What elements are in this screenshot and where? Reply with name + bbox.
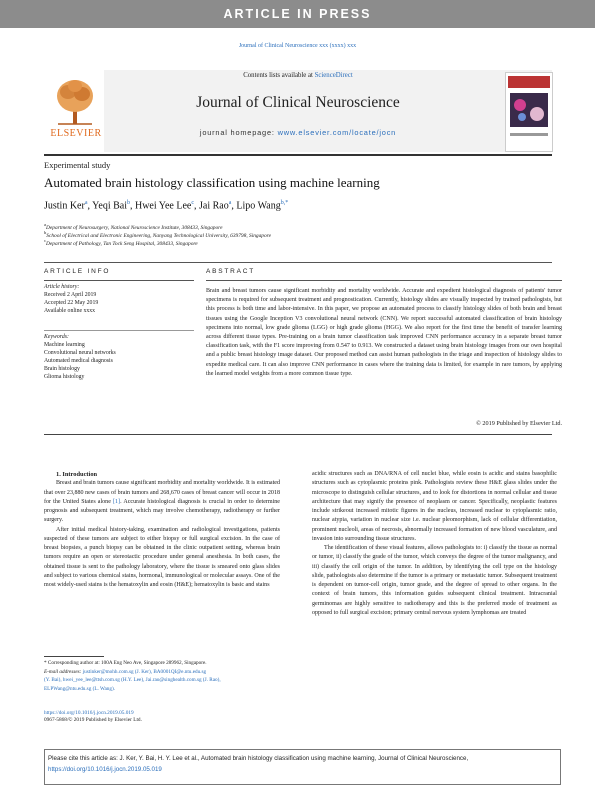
history-label: Article history: [44, 284, 80, 290]
article-info-divider [44, 280, 194, 281]
abstract-divider [206, 280, 562, 281]
homepage-prefix: journal homepage: [199, 128, 278, 137]
article-type: Experimental study [44, 160, 111, 170]
email-links[interactable]: justinker@mohh.com.sg (J. Ker), BA0001QI@e.ntu.edu.sg [82, 668, 207, 675]
cover-footer-bar [510, 133, 548, 136]
contents-line [104, 72, 492, 79]
author-name[interactable]: Lipo Wang [236, 200, 281, 212]
body-paragraph: The identification of these visual features, allows pathologists to: i) classify the tissue as normal or tumor, ii) classify the grade of the tumor, which conveys the degree of the tumor malignancy, and iii) classify the cell origin of the tumor. In addition, by identifying the cell type on the histology slide, pathologists also determine if the tumor is a primary or metastatic tumor. Subsequent treatment is dependent on tumor-cell origin, tumor grade, and the degree of spread to other organs. In the context of brain tumors, this information guides subsequent clinical treatment. Intracranial germinomas are highly sensitive to radiotherapy and this is the preferred mode of treatment as opposed to full surgical excision; primary central nervous system lymphomas are treated [312, 545, 557, 616]
abstract-heading: ABSTRACT [206, 268, 256, 275]
journal-cover-thumbnail[interactable] [505, 72, 553, 152]
doi-block [44, 710, 142, 724]
footnote-divider [44, 656, 104, 657]
author-affiliation-marker[interactable]: b [126, 200, 130, 206]
copyright-notice: © 2019 Published by Elsevier Ltd. [476, 420, 562, 427]
keywords-label: Keywords: [44, 334, 69, 340]
sciencedirect-link[interactable]: ScienceDirect [314, 72, 353, 79]
journal-title: Journal of Clinical Neuroscience [196, 94, 400, 111]
keyword-item: Glioma histology [44, 374, 85, 380]
history-accepted: Accepted 22 May 2019 [44, 300, 99, 306]
keyword-item: Automated medical diagnosis [44, 358, 113, 364]
corresponding-author-note: * Corresponding author at: 100A Eng Neo Ave, Singapore 289962, Singapore. [44, 660, 207, 666]
email-addresses-line: E-mail addresses: justinker@mohh.com.sg (J. Ker), BA0001QI@e.ntu.edu.sg [44, 668, 207, 675]
footnotes [44, 659, 280, 693]
affiliation: $^a$Department of Neurosurgery, National Neuroscience Institute, 308433, Singapore [44, 222, 223, 231]
body-paragraph: Breast and brain tumors cause significant morbidity and mortality worldwide. It is estimated that over 23,880 new cases of brain tumors and 268,670 cases of breast cancer will occur in 2018 for the United States alone [1]. Accurate histological diagnosis is crucial in order to determine prognosis and subsequent treatment, which may involve chemotherapy, radiotherapy or further surgery. [44, 480, 280, 524]
abstract-text: Brain and breast tumors cause significant morbidity and mortality worldwide. Accurate and expedient histological diagnosis of patients' tumor specimens is required for subsequent treatment and prognostication. Currently, histology slides are visually inspected by trained pathologists, but this process is both time and labor-intensive. In this paper, we propose an automated process to classify histology slides of both brain and breast tissues using the Google Inception V3 convolutional neural network (CNN). We report successful automated classification of brain histology specimens into normal, low grade glioma (LGG) or high grade glioma (HGG). We also report for the first time the benefit of transfer learning across different tissue types. Pre-training on a brain tumor classification task improved CNN performance accuracy in a separate breast tumor classification task, with the F1 score improving from 0.547 to 0.913. We constructed a dataset using brain histology images from our own hospital and a public breast histology image dataset. Our proposed method can assist human pathologists in the triage and inspection of histology slides to expedite medical care. It can also improve CNN performance in cases where the training data is limited, for example in rare tumors, by applying the learned model weights from a more common tissue type. [206, 288, 562, 377]
citation-doi-link[interactable]: https://doi.org/10.1016/j.jocn.2019.05.019 [48, 765, 162, 773]
body-paragraph: acidic structures such as DNA/RNA of cell nuclei blue, while eosin is acidic and stains basophilic structures such as cytoplasmic proteins pink. Pathologists review these H&E glass slides under the microscope to distinguish cellular structures, and to look for distortions in normal cellular and tissue architecture that may signify the presence of neoplasm or cancer. Specifically, neoplastic features include strikeout increased mitotic figures in the nucleus, increased nuclear to cytoplasmic ratio, nuclear atypia, variation in nuclear size i.e. nuclear pleomorphism, lack of cellular differentiation, prominent nucleoli, areas of necrosis, abnormally increased formation of new blood vasculature, and invasion into surrounding tissue structures. [312, 471, 557, 542]
doi-link[interactable]: https://doi.org/10.1016/j.jocn.2019.05.019 [44, 710, 134, 716]
citation-text: Please cite this article as: J. Ker, Y. Bai, H. Y. Lee et al., Automated brain histology classification using machine learning, Journal of Clinical Neuroscience, https://doi.org/10.1016/j.jocn.2019.05.019 [48, 755, 469, 773]
author-name[interactable]: Justin Ker [44, 200, 85, 212]
header-divider [44, 154, 552, 156]
affiliation: $^b$School of Electrical and Electronic Engineering, Nanyang Technological University, 639798, Singapore [44, 230, 271, 239]
email-links[interactable]: (Y. Bai), hwei_yee_lee@ttsh.com.sg (H.Y. Lee), Jai.rao@singhealth.com.sg (J. Rao), [44, 677, 221, 683]
article-in-press-banner: ARTICLE IN PRESS [0, 0, 595, 28]
keyword-item: Machine learning [44, 342, 85, 348]
affiliation-divider [44, 262, 552, 263]
cover-masthead [508, 76, 550, 88]
citation-link[interactable]: [1] [113, 498, 121, 505]
keyword-item: Convolutional neural networks [44, 350, 116, 356]
article-info-heading: ARTICLE INFO [44, 268, 111, 275]
elsevier-logo[interactable] [44, 70, 104, 152]
affiliation: $^c$Department of Pathology, Tan Tock Seng Hospital, 308433, Singapore [44, 238, 198, 247]
author-affiliation-marker[interactable]: c [191, 200, 195, 206]
body-right-column [312, 470, 557, 618]
history-online: Available online xxxx [44, 308, 96, 314]
elsevier-tree-icon [54, 76, 96, 126]
email-links[interactable]: ELPWang@ntu.edu.sg (L. Wang). [44, 685, 115, 692]
author-name[interactable]: Yeqi Bai [92, 200, 127, 212]
body-left-column [44, 470, 280, 590]
keyword-item: Brain histology [44, 366, 80, 372]
cover-image [510, 93, 548, 127]
author-list: Justin Ker$^a$, Yeqi Bai$^b$, Hwei Yee Lee$^c$, Jai Rao$^a$, Lipo Wang$^{b,*}$ [44, 200, 289, 212]
section-heading: 1. Introduction [56, 471, 98, 478]
contents-prefix: Contents lists available at [243, 72, 315, 79]
body-paragraph: After initial medical history-taking, examination and radiological investigations, patients suspected of these tumors are subject to either biopsy or full surgical excision. In the case of breast biopsies, a punch biopsy can be obtained in the clinic outpatient setting, whereas brain tumors require an open or stereotactic procedure under general anesthesia. In both cases, the obtained tissue is sent to the pathology laboratory, where the tissue is smeared onto glass slides and subject to various chemical stains, hormonal, immunological or molecular assays. One of the most widely-used stains is the hematoxylin and eosin (H&E); hematoxylin is basic and stains [44, 526, 280, 588]
article-title: Automated brain histology classification using machine learning [44, 175, 380, 190]
history-received: Received 2 April 2019 [44, 292, 97, 298]
author-name[interactable]: Jai Rao [199, 200, 229, 212]
abstract-bottom-divider [44, 434, 552, 435]
elsevier-wordmark: ELSEVIER [50, 128, 102, 139]
homepage-link[interactable]: www.elsevier.com/locate/jocn [277, 128, 397, 137]
author-name[interactable]: Hwei Yee Lee [134, 200, 192, 212]
journal-reference-link[interactable]: Journal of Clinical Neuroscience xxx (xxxx) xxx [238, 43, 357, 49]
journal-homepage [104, 128, 492, 137]
author-affiliation-marker[interactable]: b,* [280, 200, 289, 206]
author-affiliation-marker[interactable]: a [84, 200, 88, 206]
author-affiliation-marker[interactable]: a [228, 200, 232, 206]
issn-line: 0967-5868/© 2019 Published by Elsevier Ltd. [44, 717, 142, 724]
